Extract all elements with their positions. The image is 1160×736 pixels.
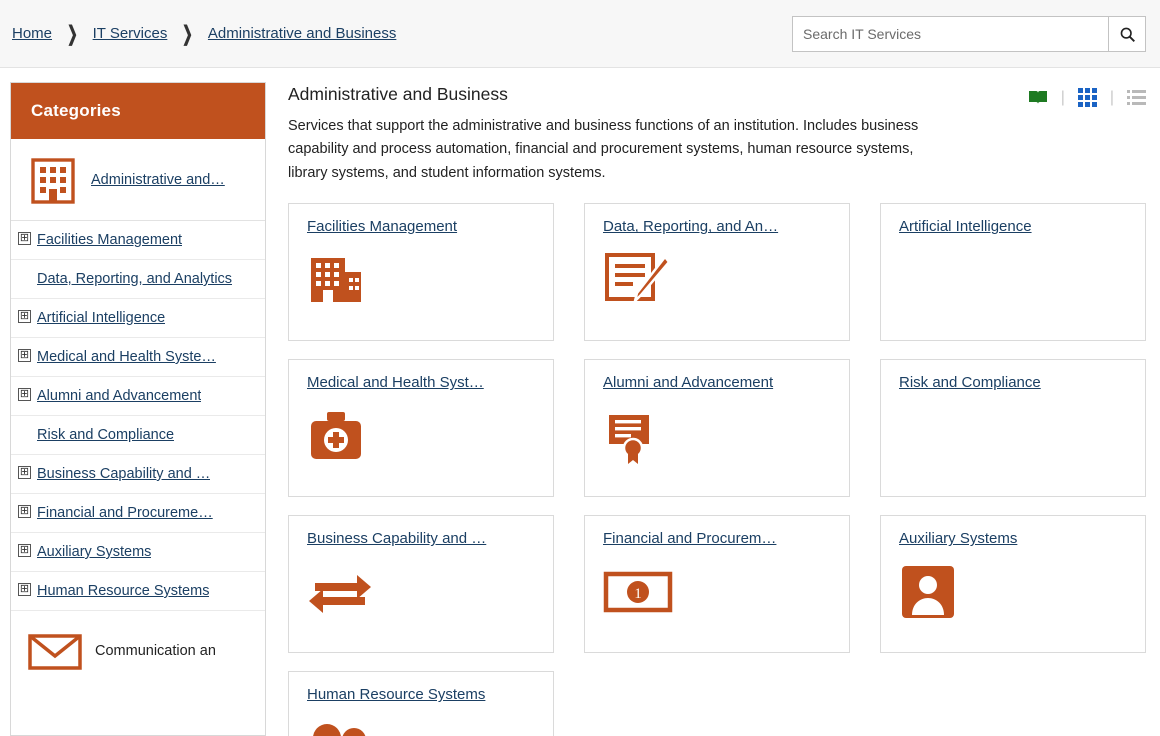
sidebar-item-label[interactable]: Human Resource Systems [37,583,210,599]
banknote-icon [603,569,675,615]
medical-kit-icon [307,409,367,463]
expand-icon[interactable]: ⊞ [19,583,30,595]
card-title[interactable]: Auxiliary Systems [899,530,1018,548]
sidebar-item-label[interactable]: Facilities Management [37,232,183,248]
sidebar-header: Categories [11,83,265,139]
sidebar-item-human-resource-systems[interactable] [11,572,265,611]
sidebar [10,82,266,736]
category-card[interactable] [288,671,554,736]
envelope-icon [27,631,83,671]
search-icon [1119,26,1136,43]
people-icon [307,722,373,736]
sidebar-item-facilities-management[interactable] [11,221,265,260]
view-toggle-group [1028,88,1146,107]
card-icon-wrap [603,249,831,311]
sidebar-current-category-label[interactable]: Administrative and… [91,171,225,188]
card-title[interactable]: Data, Reporting, and An… [603,218,779,236]
divider: | [1060,88,1065,106]
expand-icon[interactable]: ⊞ [19,349,30,361]
card-icon-wrap [899,405,1127,467]
sidebar-item-alumni-and-advancement[interactable] [11,377,265,416]
category-card[interactable] [288,359,554,497]
sidebar-item-medical-and-health-systems[interactable] [11,338,265,377]
building-icon [307,252,365,308]
sidebar-item-label[interactable]: Medical and Health Syste… [37,349,216,365]
card-title[interactable]: Human Resource Systems [307,686,486,704]
card-icon-wrap [899,561,1127,623]
page-body [0,68,1160,736]
expand-icon[interactable]: ⊞ [19,310,30,322]
card-title[interactable]: Alumni and Advancement [603,374,774,392]
search-bar [792,16,1146,52]
card-icon-wrap [603,561,831,623]
category-card[interactable] [880,203,1146,341]
category-card[interactable] [584,515,850,653]
search-button[interactable] [1108,16,1146,52]
card-title[interactable]: Medical and Health Syst… [307,374,484,392]
person-card-icon [899,563,957,621]
card-icon-wrap [603,405,831,467]
sidebar-item-financial-and-procurement[interactable] [11,494,265,533]
card-title[interactable]: Risk and Compliance [899,374,1041,392]
sidebar-nav-list [11,221,265,611]
search-input[interactable] [792,16,1108,52]
category-card[interactable] [584,359,850,497]
card-title[interactable]: Financial and Procurem… [603,530,777,548]
expand-icon[interactable]: ⊞ [19,466,30,478]
top-bar [0,0,1160,68]
category-card[interactable] [880,359,1146,497]
category-card[interactable] [288,203,554,341]
page-description: Services that support the administrative and business functions of an institution. Includes business capability and process automation, financial and procurement systems, human resource systems, library systems, and student information systems. [288,118,919,181]
category-card[interactable] [288,515,554,653]
expand-icon[interactable]: ⊞ [19,232,30,244]
grid-view-icon[interactable] [1078,88,1097,107]
list-view-icon[interactable] [1127,90,1146,106]
sidebar-item-label[interactable]: Business Capability and … [37,466,211,482]
sidebar-category-label: Communication an [95,643,216,659]
sidebar-item-label[interactable]: Alumni and Advancement [37,388,202,404]
category-card[interactable] [584,203,850,341]
building-icon [27,154,79,206]
sidebar-item-label[interactable]: Financial and Procureme… [37,505,213,521]
category-card-grid [288,203,1146,736]
chevron-right-icon: ❯ [182,22,193,46]
card-title[interactable]: Business Capability and … [307,530,487,548]
sidebar-category-communication[interactable] [11,617,265,685]
diploma-seal-icon [603,406,659,466]
book-view-icon[interactable] [1028,89,1048,106]
sidebar-item-risk-and-compliance[interactable] [11,416,265,455]
page-title: Administrative and Business [288,84,508,104]
expand-icon[interactable]: ⊞ [19,388,30,400]
card-title[interactable]: Artificial Intelligence [899,218,1032,236]
sidebar-item-business-capability-and-process-automation[interactable] [11,455,265,494]
card-icon-wrap [307,249,535,311]
sidebar-item-label[interactable]: Risk and Compliance [37,427,175,443]
breadcrumb-item-it-services[interactable]: IT Services [92,25,168,42]
card-icon-wrap [307,561,535,623]
loop-arrows-icon [307,567,373,617]
sidebar-current-category[interactable] [11,139,265,221]
expand-icon[interactable]: ⊞ [19,544,30,556]
svg-text:1: 1 [634,586,642,603]
card-icon-wrap [307,717,535,736]
category-card[interactable] [880,515,1146,653]
sidebar-item-label[interactable]: Data, Reporting, and Analytics [37,271,233,287]
card-icon-wrap [899,249,1127,311]
breadcrumb-item-home[interactable]: Home [12,25,53,42]
card-title[interactable]: Facilities Management [307,218,458,236]
sidebar-item-label[interactable]: Auxiliary Systems [37,544,152,560]
chevron-right-icon: ❯ [66,22,78,46]
card-icon-wrap [307,405,535,467]
sidebar-item-artificial-intelligence[interactable] [11,299,265,338]
sidebar-item-label[interactable]: Artificial Intelligence [37,310,166,326]
expand-icon[interactable]: ⊞ [19,505,30,517]
main-content [266,68,1160,736]
report-pencil-icon [603,251,671,309]
breadcrumb [0,22,397,46]
breadcrumb-item-administrative-and-business[interactable]: Administrative and Business [207,25,397,42]
sidebar-item-auxiliary-systems[interactable] [11,533,265,572]
divider: | [1109,88,1114,106]
sidebar-item-data-reporting-and-analytics[interactable] [11,260,265,299]
